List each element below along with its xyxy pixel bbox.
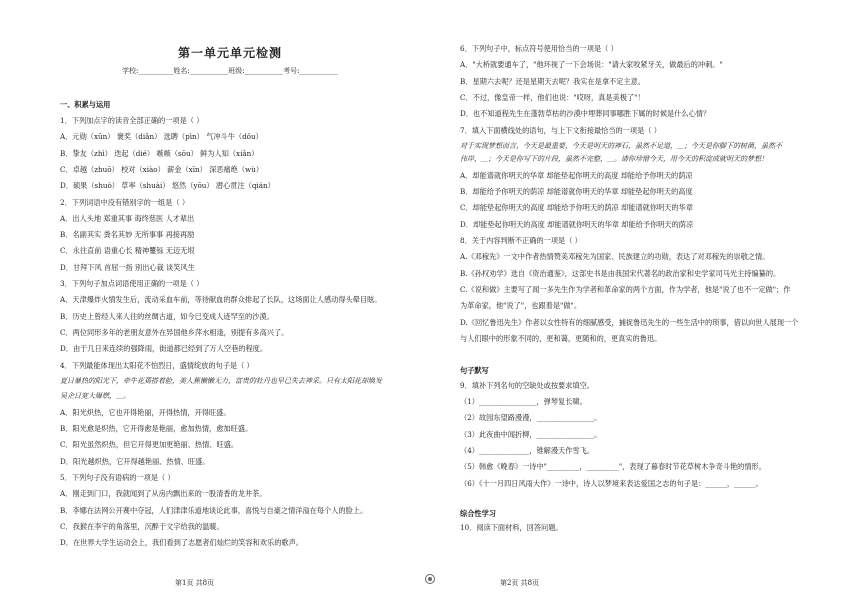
- text-line: 与人们眼中的形象不同的，更和蔼，更随和的，更真实的鲁迅。: [460, 333, 662, 343]
- text-line: 对于实现梦想而言，今天是最重要，今天是明天的神石，虽然不足道，＿；今天是你脚下的树菌，虽然不: [460, 141, 782, 150]
- text-line: C．我猴在李宇的角落里，沉醉于文字给我的温暖。: [60, 521, 224, 531]
- text-line: 1．下列加点字的读音全部正确的一项是（ ）: [60, 116, 204, 125]
- text-line: 9．填补下列名句的空缺处或按要求填空。: [460, 380, 594, 390]
- text-line: B．李娜在法网公开赛中夺冠，人们津津乐道地谈论此事，喜悦与自豪之情洋溢在每个人的脸上。: [60, 505, 368, 515]
- text-line: A．却能谱就你明天的华章 却能垫起你明天的高度 却能给予你明天的荫凉: [460, 170, 693, 180]
- text-line: B．星期六去呢？还是星期天去呢？我实在是拿不定主意。: [460, 76, 645, 86]
- text-line: D．阳光越炽热，它开得越艳丽、热情、旺盛。: [60, 456, 210, 466]
- text-line: A．阳光炽热，它也开得艳丽，开得热情，开得旺盛。: [60, 407, 231, 417]
- text-line: （5）韩愈《晚春》一诗中"_________，_________"，表现了暮春时节花草树木争奇斗艳的情形。: [460, 462, 766, 472]
- section-heading: 一、积累与运用: [60, 100, 111, 109]
- text-line: B．阳光愈是炽热，它开得愈是艳丽，愈加热情，愈加旺盛。: [60, 424, 253, 434]
- text-line: A．元勋（xūn） 褒奖（diǎn） 选聘（pìn） 气冲斗牛（dǒu）: [60, 132, 263, 142]
- text-line: D．也不知道程先生在蓬勃草枯的沙漠中埋葬同事哪胜下属的时候是什么心情？: [460, 109, 711, 119]
- text-line: 10．阅读下面材料，回答问题。: [460, 522, 563, 532]
- text-line: B．挚友（zhì） 迭起（dié） 嗾嗾（sōu） 鲜为人知（xiǎn）: [60, 148, 259, 158]
- text-line: B.《孙权劝学》选自《资治通鉴》，这部史书是由我国宋代著名的政治家和史学家司马光主持编纂的。: [460, 268, 781, 278]
- text-line: 5．下列句子没有语病的一项是（ ）: [60, 473, 175, 482]
- text-line: C．阳光虽然炽热，但它开得更加更艳丽、热情、旺盛。: [60, 440, 239, 450]
- text-line: 为革命家，他"说了"，也跟着是"做"。: [460, 301, 582, 311]
- text-line: A．天津爆炸火情发生后，流动采血车前，等待献血的群众排起了长队，这场面让人感动得头晕目眩。: [60, 295, 382, 305]
- page-right: [460, 0, 845, 608]
- text-line: 6．下列句子中，标点符号使用恰当的一项是（ ）: [460, 44, 618, 53]
- text-line: （2）故园东望路漫漫，________________。: [460, 413, 602, 423]
- text-line: A．出人头地 郑重其事 诲终慈医 人才辈出: [60, 213, 195, 223]
- text-line: 吴企日宽大爆燃，＿。: [60, 391, 130, 400]
- text-line: D．由于几日来连续的强降雨，街道都已经到了万人空巷的程度。: [60, 344, 268, 354]
- page-footer-left: 第1页 共8页: [175, 579, 215, 587]
- text-line: 3．下列句子加点词语使用正确的一项是（ ）: [60, 279, 204, 288]
- text-line: A．刚走到门口，我就闻到了从房内飘出来的一股清香的龙井茶。: [60, 489, 267, 499]
- text-line: 2．下列词语中没有错别字的一组是（ ）: [60, 197, 190, 207]
- student-info-line: 学校:__________姓名:___________班级:___________考号:___________: [122, 67, 338, 75]
- text-line: 4．下列最能体现出太阳花不怕烈日，盛情绽放的句子是（ ）: [60, 360, 254, 370]
- text-line: 8．关于内容判断不正确的一项是（ ）: [460, 236, 582, 245]
- exam-title: 第一单元单元检测: [177, 46, 282, 60]
- binding-hole-icon: [425, 574, 435, 584]
- text-line: C．却能垫起你明天的高度 却能给予你明天的荫凉 却能谱就你明天的华章: [460, 203, 693, 213]
- text-line: D．硕果（shuò） 草率（shuài） 悠然（yōu） 潜心贯注（qián）: [60, 181, 275, 191]
- text-line: （4）______________，锥解漫天作雪飞。: [460, 446, 594, 455]
- text-line: B．却能给予你明天的荫凉 却能谱就你明天的华章 却能垫起你明天的高度: [460, 187, 693, 197]
- text-line: C．卓越（zhuō） 校对（xiào） 薪金（xīn） 深恶痛绝（wù）: [60, 164, 264, 174]
- text-line: 夏日暴热的阳光下，牵牛花蔫搭着脸，美人蕉懒懒无力，富贵的牡丹也早已失去神采。只有太阳花却焕发: [60, 376, 382, 385]
- text-line: A．"大桥就要通车了，"他环视了一下会场说："请大家咬紧牙关，做最后的冲刺。": [460, 60, 723, 70]
- text-line: 7．填入下面横线处的语句，与上下文衔接最恰当的一项是（ ）: [460, 125, 661, 135]
- text-line: C.《说和做》主要写了闻一多先生作为学者和革命家的两个方面，作为学者，他是"说了也不一定做"；作: [460, 284, 791, 294]
- text-line: （1）________________，弹琴复长啸。: [460, 397, 587, 407]
- text-line: C．两位同形多年的老朋友意外在异国他乡萍水相逢，别提有多高兴了。: [60, 327, 289, 337]
- text-line: A.《邓稼先》一文中作者热情赞美邓稼先为国家、民族建立的功勋，表达了对邓稼先的崇敬之情。: [460, 252, 770, 262]
- text-line: D．甘拜下风 首屈一指 别出心裁 谈笑风生: [60, 262, 195, 272]
- text-line: 伟岸，＿；今天是你写下的片段，虽然不完整，＿。请你珍惜今天，用今天的积淀成就明天的梦想！: [460, 154, 768, 163]
- text-line: D．却能垫起你明天的高度 却能谱就你明天的华章 却能给予你明天的荫凉: [460, 219, 694, 229]
- text-line: （3）此夜曲中闻折柳，________________。: [460, 429, 602, 439]
- section-heading: 句子默写: [460, 365, 489, 375]
- page-footer-right: 第2页 共8页: [500, 579, 540, 587]
- text-line: （6）《十一月四日风雨大作》一诗中，诗人以梦境来表达爱国之志的句子是：______，______。: [460, 478, 763, 488]
- text-line: B．历史上曾经人来人往的丝绸古道，如今已变成人迹罕至的沙漠。: [60, 311, 274, 321]
- page-left: [60, 0, 440, 608]
- text-line: C．不过，像皇帝一样，他们也说："哎呀，真是美极了"！: [460, 92, 645, 102]
- text-line: D．在世界大学生运动会上，我们看到了志愿者们灿烂的笑容和欢乐的歌声。: [60, 538, 303, 548]
- text-line: B．名副其实 粪名其妙 无所事事 再接再励: [60, 230, 195, 240]
- text-line: C．永往直前 语重心长 精神矍铄 无迈无垠: [60, 246, 195, 256]
- text-line: D.《回忆鲁迅先生》作者以女性特有的细腻感受，捕捉鲁迅先生的一些生活中的琐事，借以向世人展现一个: [460, 317, 799, 327]
- section-heading: 综合性学习: [460, 508, 496, 518]
